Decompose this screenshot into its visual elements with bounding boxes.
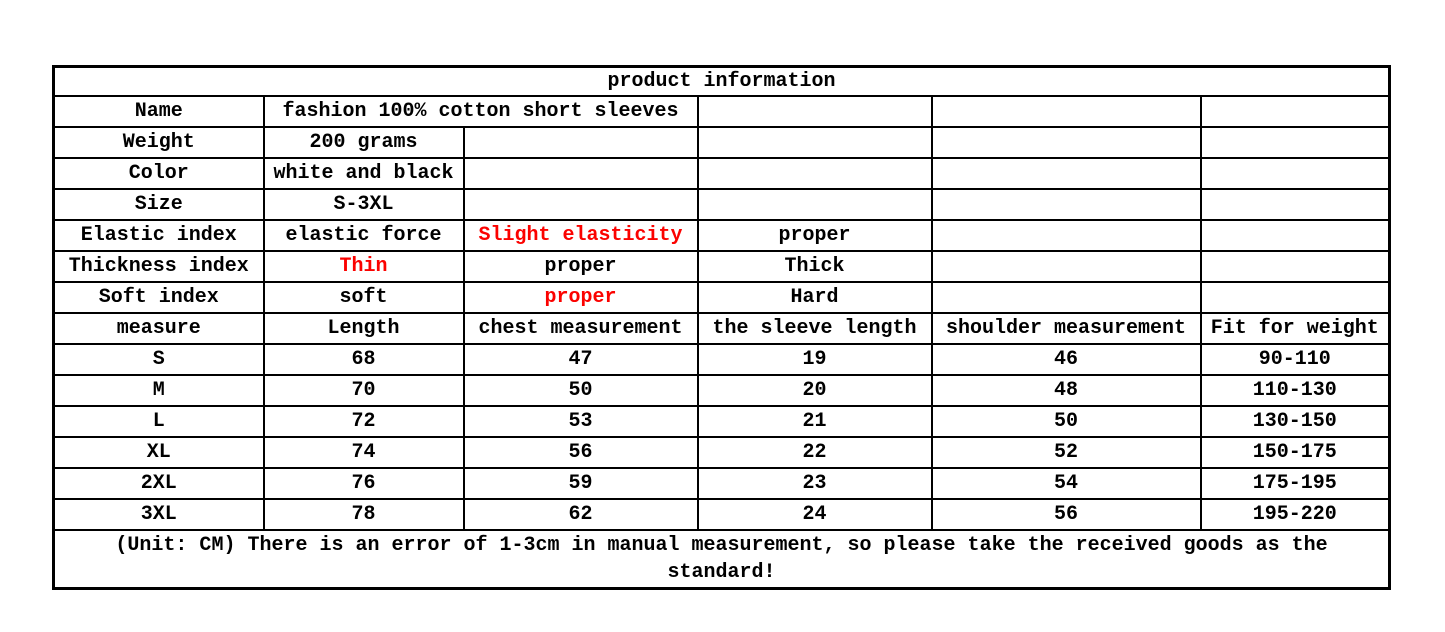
name-value: fashion 100% cotton short sleeves xyxy=(264,96,698,127)
title-row xyxy=(54,67,1390,97)
empty-cell xyxy=(1201,127,1390,158)
thickness-value-3: Thick xyxy=(698,251,932,282)
size-cell: XL xyxy=(54,437,264,468)
empty-cell xyxy=(932,96,1201,127)
soft-label: Soft index xyxy=(54,282,264,313)
row-elastic-index xyxy=(54,220,1390,251)
soft-value-2: proper xyxy=(464,282,698,313)
sleeve-cell: 23 xyxy=(698,468,932,499)
footnote-row xyxy=(54,530,1390,589)
size-row-xl xyxy=(54,437,1390,468)
empty-cell xyxy=(932,189,1201,220)
thickness-label: Thickness index xyxy=(54,251,264,282)
sleeve-cell: 20 xyxy=(698,375,932,406)
chest-cell: 56 xyxy=(464,437,698,468)
product-information-table xyxy=(52,65,1391,590)
soft-value-1: soft xyxy=(264,282,464,313)
chest-cell: 53 xyxy=(464,406,698,437)
row-size xyxy=(54,189,1390,220)
name-label: Name xyxy=(54,96,264,127)
row-color xyxy=(54,158,1390,189)
sleeve-cell: 22 xyxy=(698,437,932,468)
empty-cell xyxy=(698,158,932,189)
row-weight xyxy=(54,127,1390,158)
empty-cell xyxy=(1201,251,1390,282)
chest-cell: 50 xyxy=(464,375,698,406)
empty-cell xyxy=(464,127,698,158)
length-cell: 68 xyxy=(264,344,464,375)
empty-cell xyxy=(1201,96,1390,127)
shoulder-cell: 56 xyxy=(932,499,1201,530)
row-name xyxy=(54,96,1390,127)
size-cell: 3XL xyxy=(54,499,264,530)
color-value: white and black xyxy=(264,158,464,189)
shoulder-cell: 46 xyxy=(932,344,1201,375)
size-cell: 2XL xyxy=(54,468,264,499)
length-cell: 70 xyxy=(264,375,464,406)
color-label: Color xyxy=(54,158,264,189)
empty-cell xyxy=(698,189,932,220)
elastic-label: Elastic index xyxy=(54,220,264,251)
empty-cell xyxy=(1201,282,1390,313)
size-row-m xyxy=(54,375,1390,406)
chest-cell: 62 xyxy=(464,499,698,530)
fit-weight-cell: 195-220 xyxy=(1201,499,1390,530)
size-row-s xyxy=(54,344,1390,375)
row-soft-index xyxy=(54,282,1390,313)
length-cell: 78 xyxy=(264,499,464,530)
table-title: product information xyxy=(54,67,1390,97)
size-row-2xl xyxy=(54,468,1390,499)
length-cell: 74 xyxy=(264,437,464,468)
chest-header: chest measurement xyxy=(464,313,698,344)
fit-weight-cell: 175-195 xyxy=(1201,468,1390,499)
measure-header-row xyxy=(54,313,1390,344)
weight-label: Weight xyxy=(54,127,264,158)
thickness-value-2: proper xyxy=(464,251,698,282)
soft-value-3: Hard xyxy=(698,282,932,313)
sleeve-header: the sleeve length xyxy=(698,313,932,344)
chest-cell: 59 xyxy=(464,468,698,499)
row-thickness-index xyxy=(54,251,1390,282)
elastic-value-1: elastic force xyxy=(264,220,464,251)
size-cell: L xyxy=(54,406,264,437)
measure-header: measure xyxy=(54,313,264,344)
empty-cell xyxy=(1201,158,1390,189)
length-cell: 76 xyxy=(264,468,464,499)
empty-cell xyxy=(698,127,932,158)
sleeve-cell: 19 xyxy=(698,344,932,375)
weight-value: 200 grams xyxy=(264,127,464,158)
empty-cell xyxy=(932,158,1201,189)
empty-cell xyxy=(1201,189,1390,220)
empty-cell xyxy=(464,189,698,220)
empty-cell xyxy=(698,96,932,127)
shoulder-header: shoulder measurement xyxy=(932,313,1201,344)
size-cell: S xyxy=(54,344,264,375)
empty-cell xyxy=(932,282,1201,313)
fit-weight-cell: 150-175 xyxy=(1201,437,1390,468)
length-header: Length xyxy=(264,313,464,344)
shoulder-cell: 48 xyxy=(932,375,1201,406)
chest-cell: 47 xyxy=(464,344,698,375)
footnote-text: (Unit: CM) There is an error of 1-3cm in manual measurement, so please take the received goods as the standard! xyxy=(54,530,1390,589)
thickness-value-1: Thin xyxy=(264,251,464,282)
empty-cell xyxy=(932,251,1201,282)
empty-cell xyxy=(1201,220,1390,251)
elastic-value-2: Slight elasticity xyxy=(464,220,698,251)
empty-cell xyxy=(932,220,1201,251)
empty-cell xyxy=(932,127,1201,158)
fit-weight-cell: 130-150 xyxy=(1201,406,1390,437)
empty-cell xyxy=(464,158,698,189)
shoulder-cell: 52 xyxy=(932,437,1201,468)
shoulder-cell: 54 xyxy=(932,468,1201,499)
fit-weight-cell: 90-110 xyxy=(1201,344,1390,375)
elastic-value-3: proper xyxy=(698,220,932,251)
length-cell: 72 xyxy=(264,406,464,437)
size-value: S-3XL xyxy=(264,189,464,220)
size-row-3xl xyxy=(54,499,1390,530)
sleeve-cell: 21 xyxy=(698,406,932,437)
shoulder-cell: 50 xyxy=(932,406,1201,437)
fit-weight-cell: 110-130 xyxy=(1201,375,1390,406)
fit-weight-header: Fit for weight xyxy=(1201,313,1390,344)
sleeve-cell: 24 xyxy=(698,499,932,530)
size-row-l xyxy=(54,406,1390,437)
size-label: Size xyxy=(54,189,264,220)
size-cell: M xyxy=(54,375,264,406)
